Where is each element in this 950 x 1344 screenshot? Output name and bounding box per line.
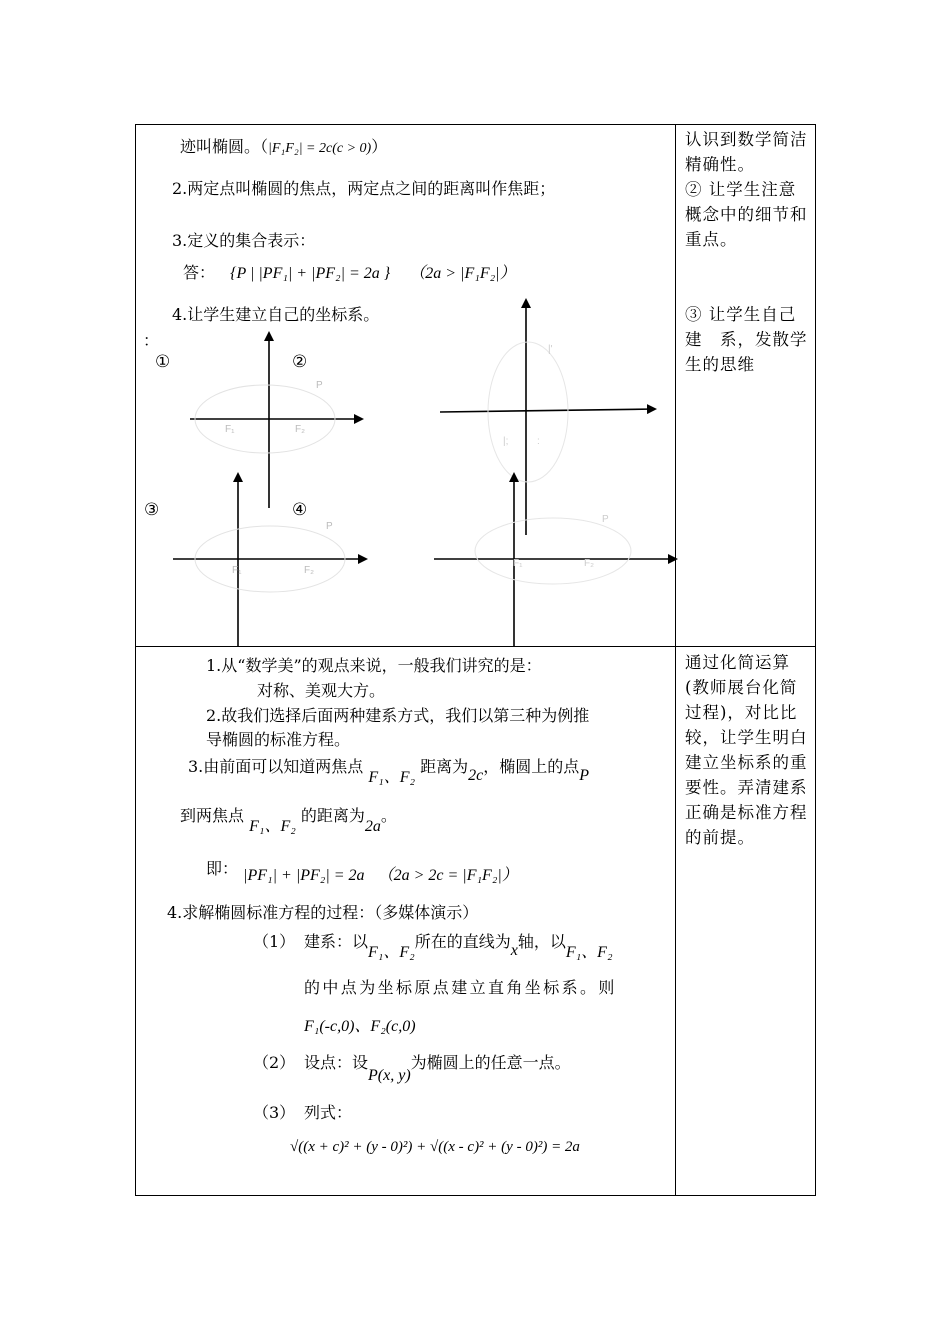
s1-c: 轴，以: [517, 932, 566, 951]
lower-item4: 4.求解椭圆标准方程的过程：（多媒体演示）: [167, 903, 479, 922]
answer-cond: （2a > |F₁F₂|）: [409, 265, 516, 282]
ji-condition: （2a > 2c = |F₁F₂|）: [377, 867, 518, 884]
item3-b: 距离为: [420, 757, 469, 776]
note-line3: ③ 让学生自己建 系，发散学生的思维: [685, 305, 808, 374]
answer-line: [183, 260, 516, 283]
sketch4-f1: F₁: [513, 558, 523, 569]
sketch2-ellipse: [488, 342, 568, 482]
lower-item3-line2: [180, 803, 397, 835]
sketch2-mark-a: |': [548, 344, 553, 355]
sketch-2: [440, 300, 655, 535]
sketch3-f2: F₂: [304, 565, 314, 576]
s1-b: 所在的直线为: [414, 932, 511, 951]
ji-equation: |PF₁| + |PF₂| = 2a: [243, 867, 365, 884]
item3-end: 。: [380, 806, 397, 825]
item3-2a: 2a: [364, 818, 381, 835]
note-line2: ② 让学生注意概念中的细节和重点。: [685, 180, 808, 249]
s2-p: P(x, y): [368, 1067, 411, 1084]
item3-d: 到两焦点: [180, 806, 245, 825]
s1-foci: F₁、F₂: [368, 944, 415, 961]
sketch4-f2: F₂: [584, 558, 594, 569]
upper-item3: 3.定义的集合表示：: [172, 231, 316, 250]
line1-close: ）: [371, 137, 388, 156]
sketch3-ellipse: [195, 526, 345, 592]
sketch-3: [173, 474, 366, 646]
mark-2: ②: [292, 352, 308, 372]
ji-line: [206, 856, 518, 884]
table-left-border: [135, 124, 136, 1196]
lower-item2-a: 2.故我们选择后面两种建系方式，我们以第三种为例推: [206, 706, 590, 725]
row-divider: [135, 646, 816, 647]
step2-num: （2）: [253, 1053, 296, 1072]
s1-a: 建系：以: [304, 932, 369, 951]
upper-line1: [180, 134, 387, 157]
upper-note: [685, 127, 813, 377]
sketch4-p: P: [602, 514, 609, 525]
upper-item2: 2.两定点叫椭圆的焦点，两定点之间的距离叫作焦距；: [172, 179, 556, 198]
note-line1: 认识到数学简洁精确性。: [685, 130, 808, 174]
s2-b: 为椭圆上的任意一点。: [410, 1053, 571, 1072]
lower-item3-line1: [188, 754, 590, 786]
sketch3-p: P: [326, 521, 333, 532]
sketch3-f1: F₁: [232, 565, 242, 576]
sketch1-ellipse: [195, 385, 335, 453]
sketch1-f2: F₂: [295, 424, 305, 435]
item3-foci2: F₁、F₂: [249, 818, 296, 835]
mark-1: ①: [155, 352, 171, 372]
item3-foci: F₁、F₂: [368, 769, 416, 786]
sketch2-x-axis: [440, 409, 655, 412]
answer-set: {P | |PF₁| + |PF₂| = 2a }: [230, 265, 391, 282]
sketch-1: [190, 333, 362, 508]
item3-c: ，椭圆上的点: [483, 757, 580, 776]
step2-line: [304, 1050, 571, 1084]
s1-x: x: [510, 942, 518, 959]
table-right-border: [815, 124, 816, 1196]
lower-item1: 1.从“数学美”的观点来说，一般我们讲究的是：: [206, 656, 542, 675]
ji-label: 即：: [206, 859, 239, 878]
s2-a: 设点：设: [304, 1053, 369, 1072]
step3-label: 列式：: [304, 1103, 353, 1122]
mark-4: ④: [292, 500, 308, 520]
step1-line2: 的中点为坐标原点建立直角坐标系。则: [304, 978, 617, 997]
table-top-border: [135, 124, 816, 125]
sketch-4: [434, 474, 676, 646]
step3-formula: √((x + c)² + (y - 0)²) + √((x - c)² + (y - 0)²) = 2a: [290, 1139, 580, 1155]
item3-p: P: [579, 767, 590, 784]
upper-item4: 4.让学生建立自己的坐标系。: [172, 305, 380, 324]
table-bottom-border: [135, 1195, 816, 1196]
sketch1-p: P: [316, 380, 323, 391]
sketch2-mark-c: :: [537, 436, 540, 447]
step1-num: （1）: [253, 932, 296, 951]
mark-3: ③: [144, 500, 160, 520]
line1-math: |F₁F₂| = 2c(c > 0): [268, 141, 372, 156]
sketch2-mark-b: |;: [503, 436, 509, 447]
item3-2c: 2c: [468, 767, 484, 784]
item3-e: 的距离为: [300, 806, 365, 825]
step1-line1: [304, 929, 613, 961]
sketch1-f1: F₁: [225, 424, 235, 435]
answer-label: 答：: [183, 263, 216, 282]
step1-points: F₁(-c,0)、F₂(c,0): [304, 1018, 416, 1035]
line1-text: 迹叫椭圆。（: [180, 137, 269, 156]
lower-item2-b: 导椭圆的标准方程。: [206, 730, 351, 749]
sketch4-ellipse: [475, 518, 631, 584]
lower-note: 通过化简运算(教师展台化简过程)，对比比较，让学生明白建立坐标系的重要性。弄清建系正确是标准方程的前提。: [685, 653, 808, 847]
column-divider: [675, 124, 676, 1196]
item3-a: 3.由前面可以知道两焦点: [188, 757, 364, 776]
s1-foci2: F₁、F₂: [565, 944, 613, 961]
step3-num: （3）: [253, 1103, 296, 1122]
colon-mark: ：: [143, 331, 160, 350]
lower-item1-answer: 对称、美观大方。: [257, 681, 386, 700]
